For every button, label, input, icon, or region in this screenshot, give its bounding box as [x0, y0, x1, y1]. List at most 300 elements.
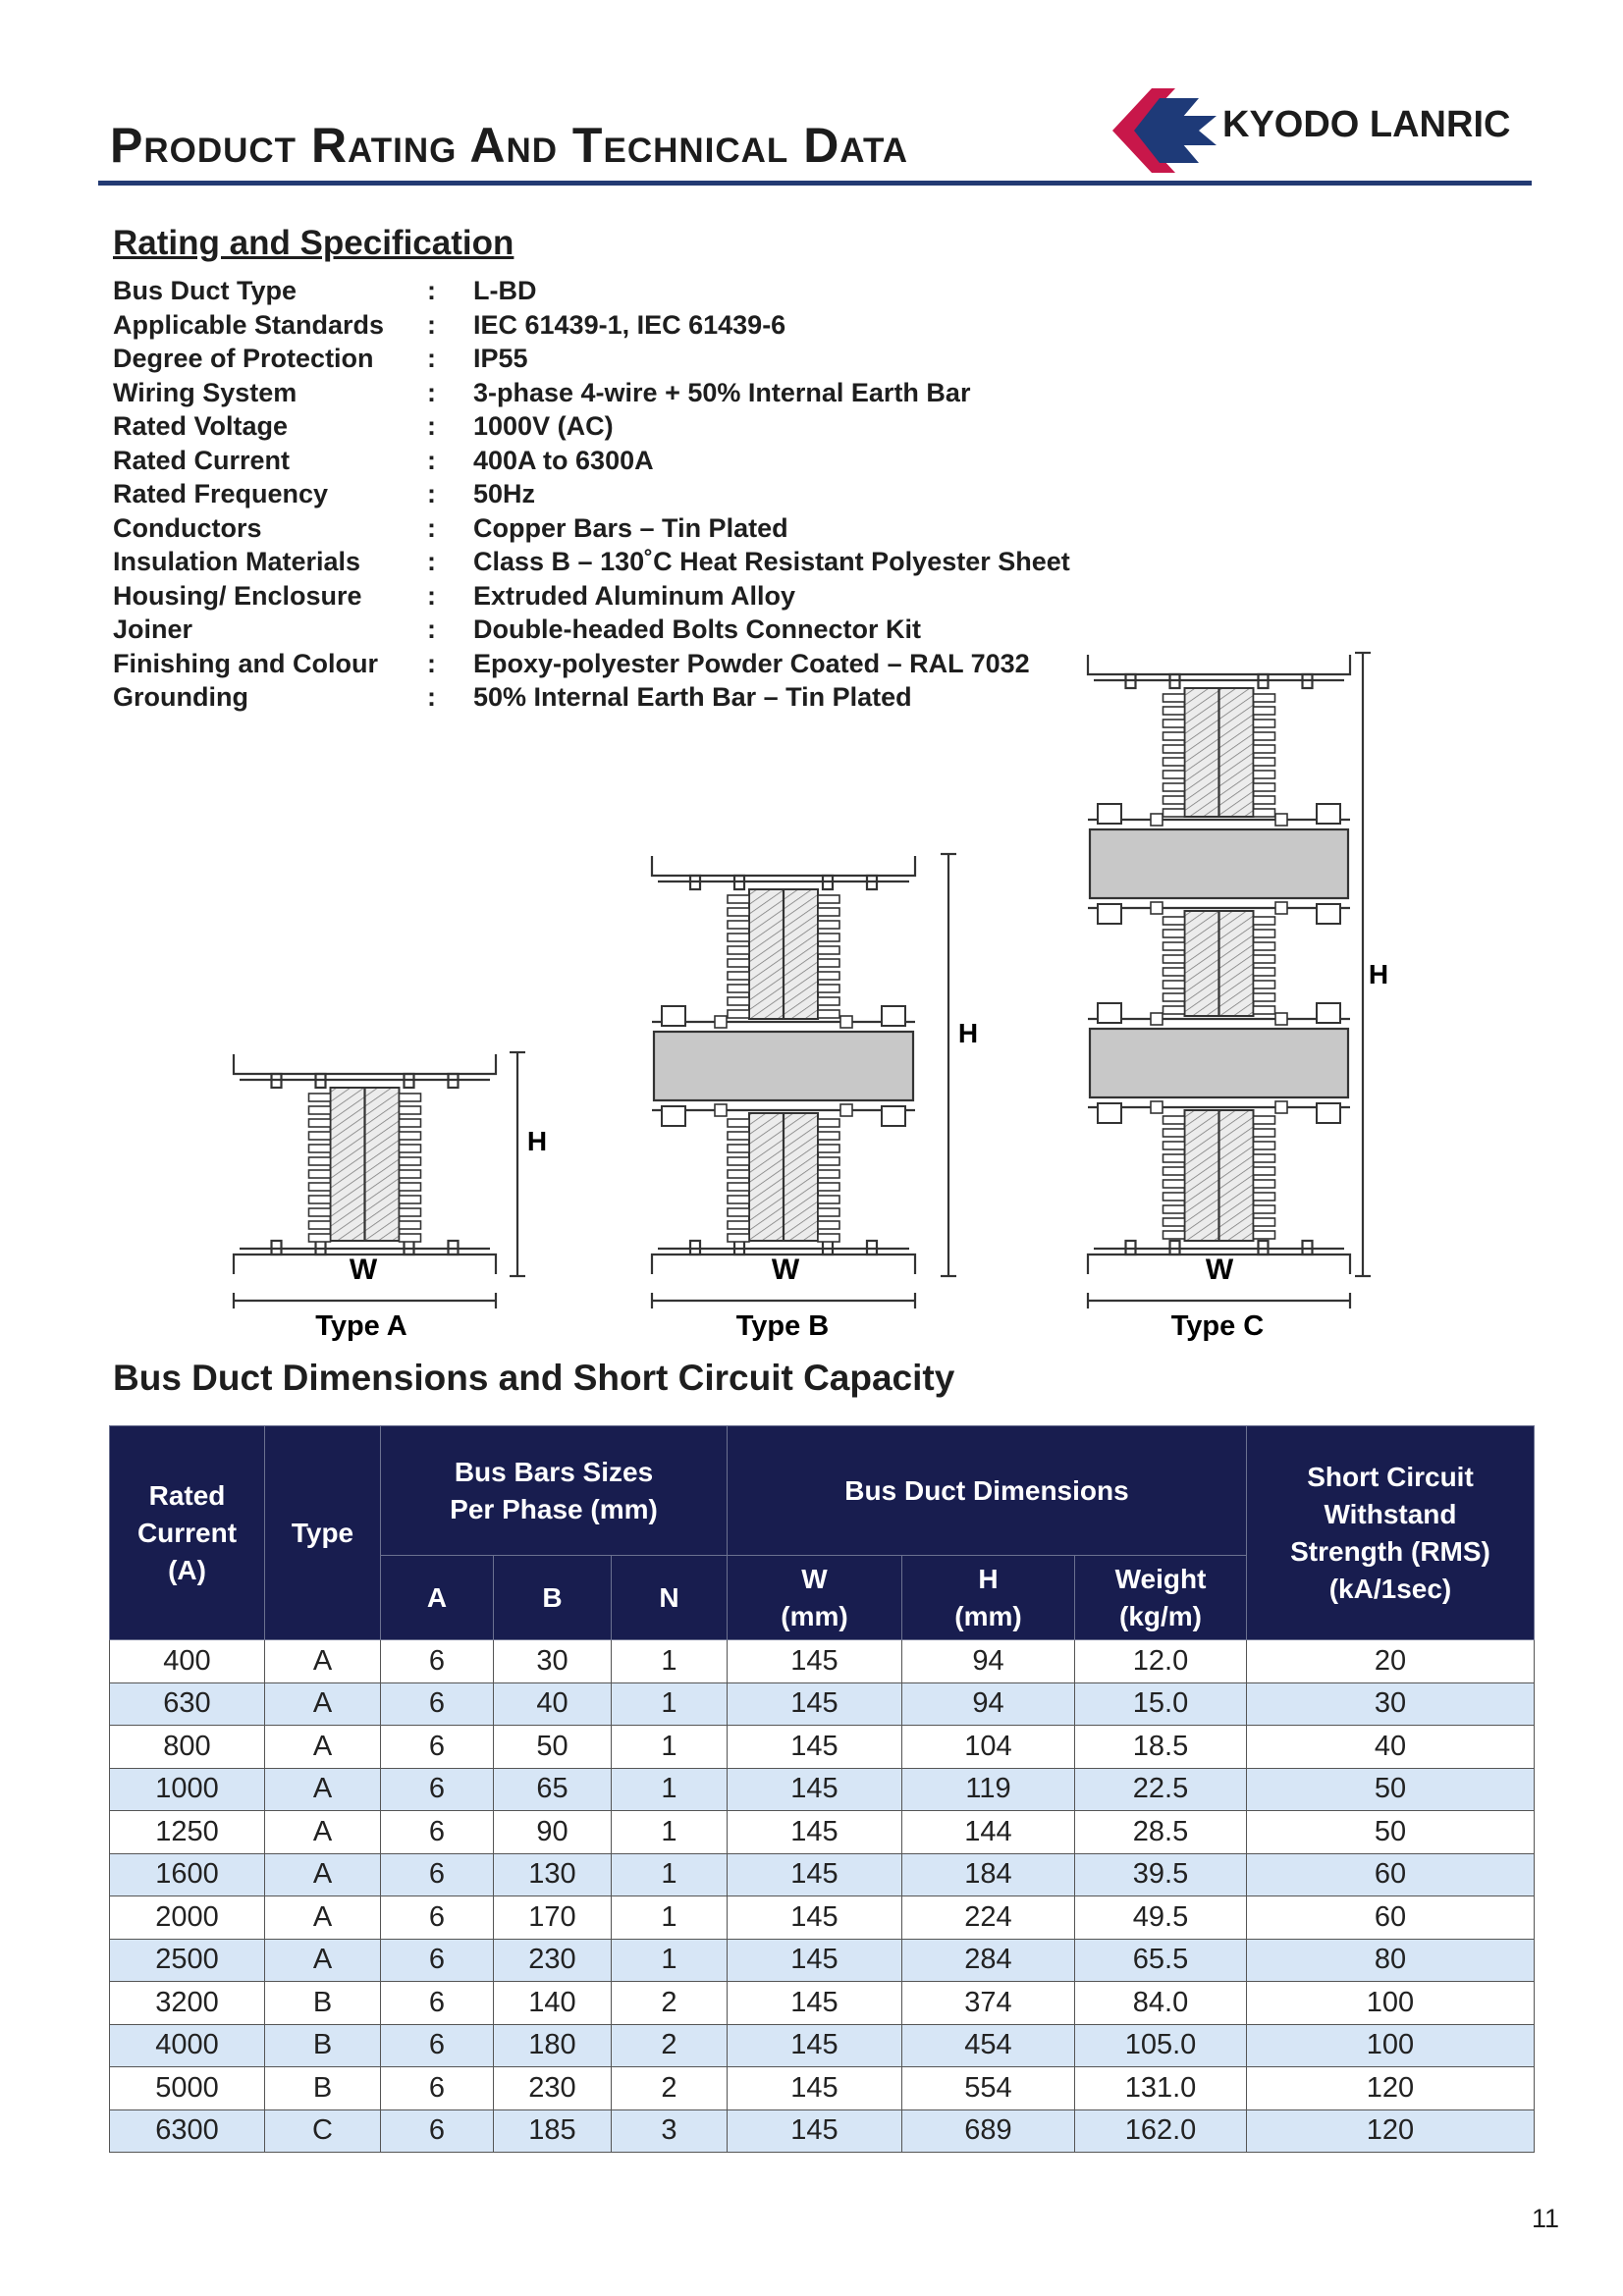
cooling-fin: [400, 1170, 421, 1178]
spec-value: IP55: [473, 344, 528, 373]
cooling-fin: [818, 934, 839, 941]
table-cell: 94: [902, 1682, 1075, 1726]
bolt-washer: [1151, 1013, 1163, 1025]
table-row: [110, 1726, 1535, 1769]
table-cell: 4000: [110, 2024, 265, 2067]
spec-value: 50% Internal Earth Bar – Tin Plated: [473, 682, 912, 712]
table-cell: 105.0: [1075, 2024, 1247, 2067]
bolt-washer: [715, 1104, 727, 1116]
cooling-fin: [818, 997, 839, 1005]
table-cell: 6: [381, 1726, 494, 1769]
cooling-fin: [728, 1196, 749, 1203]
spec-colon: :: [427, 411, 436, 441]
table-cell: 120: [1247, 2109, 1535, 2153]
cooling-fin: [1163, 1129, 1185, 1137]
table-cell: A: [265, 1726, 381, 1769]
table-cell: 80: [1247, 1939, 1535, 1982]
cooling-fin: [1163, 1006, 1185, 1014]
header-rated-current: Rated Current (A): [110, 1426, 265, 1640]
table-cell: 30: [1247, 1682, 1535, 1726]
table-cell: 144: [902, 1811, 1075, 1854]
table-cell: 65.5: [1075, 1939, 1247, 1982]
table-row: [110, 1640, 1535, 1683]
cooling-fin: [1254, 955, 1275, 963]
table-cell: 2: [612, 2024, 728, 2067]
cooling-fin: [1254, 745, 1275, 753]
bolt-washer: [1275, 902, 1287, 914]
table-cell: 3: [612, 2109, 728, 2153]
page-number: 11: [1532, 2204, 1560, 2233]
cooling-fin: [1163, 771, 1185, 778]
table-cell: A: [265, 1811, 381, 1854]
spec-value: L-BD: [473, 276, 537, 305]
table-cell: 40: [494, 1682, 612, 1726]
bolt-washer: [1275, 1101, 1287, 1113]
header-n: N: [612, 1556, 728, 1640]
spec-label: Rated Current: [113, 445, 291, 475]
bolt-nut: [1098, 1103, 1121, 1123]
spec-colon: :: [427, 479, 436, 508]
rating-section-heading: Rating and Specification: [113, 224, 514, 262]
table-cell: B: [265, 2024, 381, 2067]
spec-colon: :: [427, 445, 436, 475]
cooling-fin: [309, 1170, 331, 1178]
cooling-fin: [728, 908, 749, 916]
spec-label: Bus Duct Type: [113, 276, 298, 305]
table-cell: 3200: [110, 1982, 265, 2025]
table-cell: 554: [902, 2067, 1075, 2110]
spec-colon: :: [427, 547, 436, 576]
table-cell: 130: [494, 1853, 612, 1896]
cooling-fin: [818, 1208, 839, 1216]
table-cell: 145: [728, 1768, 902, 1811]
table-cell: 6: [381, 1853, 494, 1896]
spec-colon: :: [427, 276, 436, 305]
cooling-fin: [309, 1234, 331, 1242]
cooling-fin: [1163, 707, 1185, 715]
table-row: [110, 1982, 1535, 2025]
kyodo-lanric-logo-icon: [1095, 86, 1217, 175]
bolt-nut: [882, 1106, 905, 1126]
cooling-fin: [1254, 942, 1275, 950]
cooling-fin: [1254, 707, 1275, 715]
table-cell: 689: [902, 2109, 1075, 2153]
cooling-fin: [1163, 955, 1185, 963]
spec-value: Extruded Aluminum Alloy: [473, 580, 796, 611]
spec-value: Copper Bars – Tin Plated: [473, 512, 788, 543]
bolt-washer: [1151, 1101, 1163, 1113]
cooling-fin: [1254, 1142, 1275, 1149]
table-cell: 145: [728, 1640, 902, 1683]
cooling-fin: [1254, 758, 1275, 766]
bolt-head: [1317, 804, 1340, 824]
table-cell: 1: [612, 1726, 728, 1769]
table-cell: 374: [902, 1982, 1075, 2025]
table-cell: A: [265, 1939, 381, 1982]
table-row: [110, 1768, 1535, 1811]
cooling-fin: [1163, 1167, 1185, 1175]
cooling-fin: [1163, 1142, 1185, 1149]
bus-duct-dimensions-table: [109, 1425, 1535, 2153]
table-row: [110, 1853, 1535, 1896]
type-b-caption: Type B: [735, 1310, 830, 1342]
table-cell: 94: [902, 1640, 1075, 1683]
cooling-fin: [1254, 981, 1275, 988]
table-row: [110, 2024, 1535, 2067]
table-cell: A: [265, 1768, 381, 1811]
header-short-circuit-strength: Short Circuit Withstand Strength (RMS) (kA/1sec): [1247, 1426, 1535, 1640]
cooling-fin: [818, 1170, 839, 1178]
type-c-h-label: H: [1368, 959, 1389, 989]
cooling-fin: [1254, 694, 1275, 702]
table-cell: 800: [110, 1726, 265, 1769]
cooling-fin: [728, 985, 749, 992]
cooling-fin: [400, 1196, 421, 1203]
table-cell: 454: [902, 2024, 1075, 2067]
cooling-fin: [728, 1170, 749, 1178]
cooling-fin: [309, 1094, 331, 1101]
table-cell: 1600: [110, 1853, 265, 1896]
spec-label: Finishing and Colour: [113, 648, 378, 678]
cooling-fin: [818, 1234, 839, 1242]
cooling-fin: [1254, 1218, 1275, 1226]
cooling-fin: [1254, 796, 1275, 804]
header-weight: Weight (kg/m): [1075, 1556, 1247, 1640]
spec-colon: :: [427, 648, 436, 678]
cooling-fin: [1163, 930, 1185, 937]
header-a: A: [381, 1556, 494, 1640]
table-cell: 6: [381, 1768, 494, 1811]
cooling-fin: [818, 1145, 839, 1152]
cooling-fin: [1163, 783, 1185, 791]
cooling-fin: [818, 908, 839, 916]
cooling-fin: [1254, 732, 1275, 740]
table-cell: 20: [1247, 1640, 1535, 1683]
table-cell: 6: [381, 2024, 494, 2067]
cooling-fin: [1163, 809, 1185, 817]
table-cell: 145: [728, 1982, 902, 2025]
table-cell: 2: [612, 1982, 728, 2025]
cooling-fin: [1163, 968, 1185, 976]
cooling-fin: [1163, 745, 1185, 753]
cooling-fin: [400, 1106, 421, 1114]
spec-colon: :: [427, 580, 436, 611]
bolt-head: [662, 1006, 685, 1026]
bolt-nut: [662, 1106, 685, 1126]
table-cell: 15.0: [1075, 1682, 1247, 1726]
type-b-h-label: H: [957, 1018, 979, 1048]
cooling-fin: [309, 1106, 331, 1114]
cooling-fin: [1254, 917, 1275, 925]
cooling-fin: [728, 1010, 749, 1018]
cooling-fin: [728, 959, 749, 967]
cooling-fin: [1163, 1193, 1185, 1201]
table-cell: 1: [612, 1853, 728, 1896]
table-cell: 60: [1247, 1896, 1535, 1940]
spec-colon: :: [427, 309, 436, 340]
table-cell: 145: [728, 1853, 902, 1896]
housing-flange: [652, 856, 915, 876]
spec-value: IEC 61439-1, IEC 61439-6: [473, 309, 786, 340]
cooling-fin: [818, 1157, 839, 1165]
spec-label: Applicable Standards: [113, 309, 385, 340]
table-cell: 1: [612, 1640, 728, 1683]
cooling-fin: [1163, 732, 1185, 740]
cooling-fin: [818, 1183, 839, 1191]
cooling-fin: [728, 1234, 749, 1242]
bolt-washer: [840, 1104, 852, 1116]
table-cell: 185: [494, 2109, 612, 2153]
table-cell: A: [265, 1896, 381, 1940]
spec-label: Grounding: [113, 682, 248, 712]
spec-colon: :: [427, 512, 436, 543]
cooling-fin: [818, 1196, 839, 1203]
table-row: [110, 2109, 1535, 2153]
spec-label: Housing/ Enclosure: [113, 580, 362, 611]
cooling-fin: [400, 1157, 421, 1165]
table-cell: 1: [612, 1896, 728, 1940]
cooling-fin: [400, 1145, 421, 1152]
table-cell: 1: [612, 1939, 728, 1982]
table-cell: 2500: [110, 1939, 265, 1982]
table-cell: 145: [728, 2109, 902, 2153]
header-b: B: [494, 1556, 612, 1640]
table-cell: 131.0: [1075, 2067, 1247, 2110]
cooling-fin: [309, 1221, 331, 1229]
table-row: [110, 1811, 1535, 1854]
type-a-h-label: H: [526, 1126, 548, 1156]
table-cell: 145: [728, 1896, 902, 1940]
table-cell: 65: [494, 1768, 612, 1811]
table-cell: B: [265, 1982, 381, 2025]
table-cell: 224: [902, 1896, 1075, 1940]
cooling-fin: [818, 1132, 839, 1140]
table-cell: 84.0: [1075, 1982, 1247, 2025]
housing-flange: [1088, 655, 1350, 674]
cooling-fin: [1163, 981, 1185, 988]
table-cell: 400: [110, 1640, 265, 1683]
bolt-head: [1317, 1003, 1340, 1023]
bolt-nut: [1317, 1103, 1340, 1123]
cooling-fin: [1163, 758, 1185, 766]
table-cell: 100: [1247, 2024, 1535, 2067]
table-cell: 60: [1247, 1853, 1535, 1896]
table-cell: 104: [902, 1726, 1075, 1769]
title-divider: [98, 181, 1532, 186]
table-cell: 145: [728, 1682, 902, 1726]
type-b-cross-section: [652, 854, 956, 1308]
table-row: [110, 1939, 1535, 1982]
bolt-washer: [1151, 902, 1163, 914]
cooling-fin: [309, 1119, 331, 1127]
cooling-fin: [1254, 1167, 1275, 1175]
type-b-w-label: W: [771, 1254, 800, 1286]
cooling-fin: [728, 1157, 749, 1165]
table-cell: 184: [902, 1853, 1075, 1896]
type-c-cross-section: [1088, 653, 1371, 1308]
cooling-fin: [1163, 796, 1185, 804]
header-bus-bars-sizes: Bus Bars Sizes Per Phase (mm): [381, 1426, 728, 1556]
table-cell: 12.0: [1075, 1640, 1247, 1683]
spec-colon: :: [427, 682, 436, 712]
table-cell: 6: [381, 1640, 494, 1683]
table-cell: 145: [728, 1726, 902, 1769]
cooling-fin: [1254, 1006, 1275, 1014]
table-cell: 6300: [110, 2109, 265, 2153]
table-cell: A: [265, 1853, 381, 1896]
cooling-fin: [309, 1196, 331, 1203]
cooling-fin: [728, 1183, 749, 1191]
cooling-fin: [1163, 917, 1185, 925]
header-bus-duct-dimensions: Bus Duct Dimensions: [728, 1426, 1247, 1556]
table-cell: 284: [902, 1939, 1075, 1982]
type-a-caption: Type A: [315, 1310, 407, 1342]
cooling-fin: [1163, 942, 1185, 950]
brand-name: KYODO LANRIC: [1222, 104, 1511, 145]
bolt-nut: [1317, 904, 1340, 924]
table-cell: 22.5: [1075, 1768, 1247, 1811]
cooling-fin: [1163, 1154, 1185, 1162]
spec-label: Joiner: [113, 614, 193, 644]
table-cell: 120: [1247, 2067, 1535, 2110]
header-w: W (mm): [728, 1556, 902, 1640]
cooling-fin: [728, 1119, 749, 1127]
table-cell: 6: [381, 1896, 494, 1940]
table-cell: 162.0: [1075, 2109, 1247, 2153]
joint-plate: [1090, 1029, 1348, 1097]
cooling-fin: [1163, 694, 1185, 702]
cooling-fin: [728, 921, 749, 929]
spec-label: Insulation Materials: [113, 547, 361, 576]
cooling-fin: [309, 1145, 331, 1152]
table-cell: 28.5: [1075, 1811, 1247, 1854]
table-cell: 2000: [110, 1896, 265, 1940]
cooling-fin: [1163, 1116, 1185, 1124]
cooling-fin: [1163, 1180, 1185, 1188]
spec-value: Class B – 130˚C Heat Resistant Polyester Sheet: [473, 547, 1070, 576]
table-cell: 6: [381, 1982, 494, 2025]
table-cell: A: [265, 1682, 381, 1726]
table-cell: 40: [1247, 1726, 1535, 1769]
bolt-washer: [1275, 1013, 1287, 1025]
cooling-fin: [728, 946, 749, 954]
table-cell: A: [265, 1640, 381, 1683]
spec-label: Wiring System: [113, 377, 298, 407]
cooling-fin: [818, 1010, 839, 1018]
table-cell: 50: [494, 1726, 612, 1769]
table-cell: 230: [494, 2067, 612, 2110]
cooling-fin: [309, 1208, 331, 1216]
cooling-fin: [818, 972, 839, 980]
joint-plate: [1090, 829, 1348, 898]
table-cell: 6: [381, 1811, 494, 1854]
spec-label: Rated Frequency: [113, 479, 329, 508]
cooling-fin: [400, 1094, 421, 1101]
bolt-head: [882, 1006, 905, 1026]
table-cell: 100: [1247, 1982, 1535, 2025]
spec-label: Conductors: [113, 512, 262, 543]
spec-colon: :: [427, 344, 436, 373]
cooling-fin: [400, 1183, 421, 1191]
cooling-fin: [1254, 1154, 1275, 1162]
table-cell: 49.5: [1075, 1896, 1247, 1940]
bolt-head: [1098, 804, 1121, 824]
bolt-washer: [1275, 814, 1287, 826]
cooling-fin: [400, 1119, 421, 1127]
cooling-fin: [1163, 993, 1185, 1001]
table-cell: 5000: [110, 2067, 265, 2110]
cooling-fin: [728, 1132, 749, 1140]
table-cell: 230: [494, 1939, 612, 1982]
spec-value: Double-headed Bolts Connector Kit: [473, 614, 922, 644]
cooling-fin: [400, 1208, 421, 1216]
cooling-fin: [1254, 1180, 1275, 1188]
table-cell: 30: [494, 1640, 612, 1683]
cooling-fin: [728, 934, 749, 941]
cooling-fin: [1254, 1205, 1275, 1213]
cooling-fin: [1254, 809, 1275, 817]
table-cell: 6: [381, 2067, 494, 2110]
spec-value: 1000V (AC): [473, 411, 614, 441]
bus-duct-cross-section-diagrams: [0, 638, 1623, 1355]
cooling-fin: [1254, 993, 1275, 1001]
header-type: Type: [265, 1426, 381, 1640]
spec-value: 400A to 6300A: [473, 445, 654, 475]
table-cell: 6: [381, 2109, 494, 2153]
spec-label: Degree of Protection: [113, 344, 374, 373]
cooling-fin: [818, 1221, 839, 1229]
brand-logo: [1095, 86, 1537, 175]
table-cell: 119: [902, 1768, 1075, 1811]
cooling-fin: [728, 997, 749, 1005]
cooling-fin: [728, 1208, 749, 1216]
table-cell: 18.5: [1075, 1726, 1247, 1769]
table-cell: 180: [494, 2024, 612, 2067]
table-cell: 140: [494, 1982, 612, 2025]
cooling-fin: [1163, 1205, 1185, 1213]
table-cell: 90: [494, 1811, 612, 1854]
cooling-fin: [1254, 1116, 1275, 1124]
type-c-caption: Type C: [1170, 1310, 1265, 1342]
cooling-fin: [818, 959, 839, 967]
table-cell: 2: [612, 2067, 728, 2110]
bolt-washer: [1151, 814, 1163, 826]
table-cell: 6: [381, 1939, 494, 1982]
header-h: H (mm): [902, 1556, 1075, 1640]
cooling-fin: [400, 1132, 421, 1140]
cooling-fin: [1254, 783, 1275, 791]
table-row: [110, 1896, 1535, 1940]
spec-value: 50Hz: [473, 479, 536, 508]
spec-value: 3-phase 4-wire + 50% Internal Earth Bar: [473, 377, 971, 407]
cooling-fin: [818, 985, 839, 992]
table-cell: 145: [728, 2067, 902, 2110]
table-cell: 6: [381, 1682, 494, 1726]
table-cell: 1250: [110, 1811, 265, 1854]
cooling-fin: [1163, 1231, 1185, 1239]
spec-label: Rated Voltage: [113, 411, 289, 441]
dimensions-section-heading: Bus Duct Dimensions and Short Circuit Capacity: [113, 1358, 955, 1398]
cooling-fin: [1254, 720, 1275, 727]
bolt-head: [1098, 1003, 1121, 1023]
table-cell: 145: [728, 1811, 902, 1854]
spec-value: Epoxy-polyester Powder Coated – RAL 7032: [473, 648, 1030, 678]
bolt-washer: [840, 1016, 852, 1028]
cooling-fin: [309, 1183, 331, 1191]
joint-plate: [654, 1032, 913, 1100]
cooling-fin: [1254, 1231, 1275, 1239]
spec-colon: :: [427, 614, 436, 644]
